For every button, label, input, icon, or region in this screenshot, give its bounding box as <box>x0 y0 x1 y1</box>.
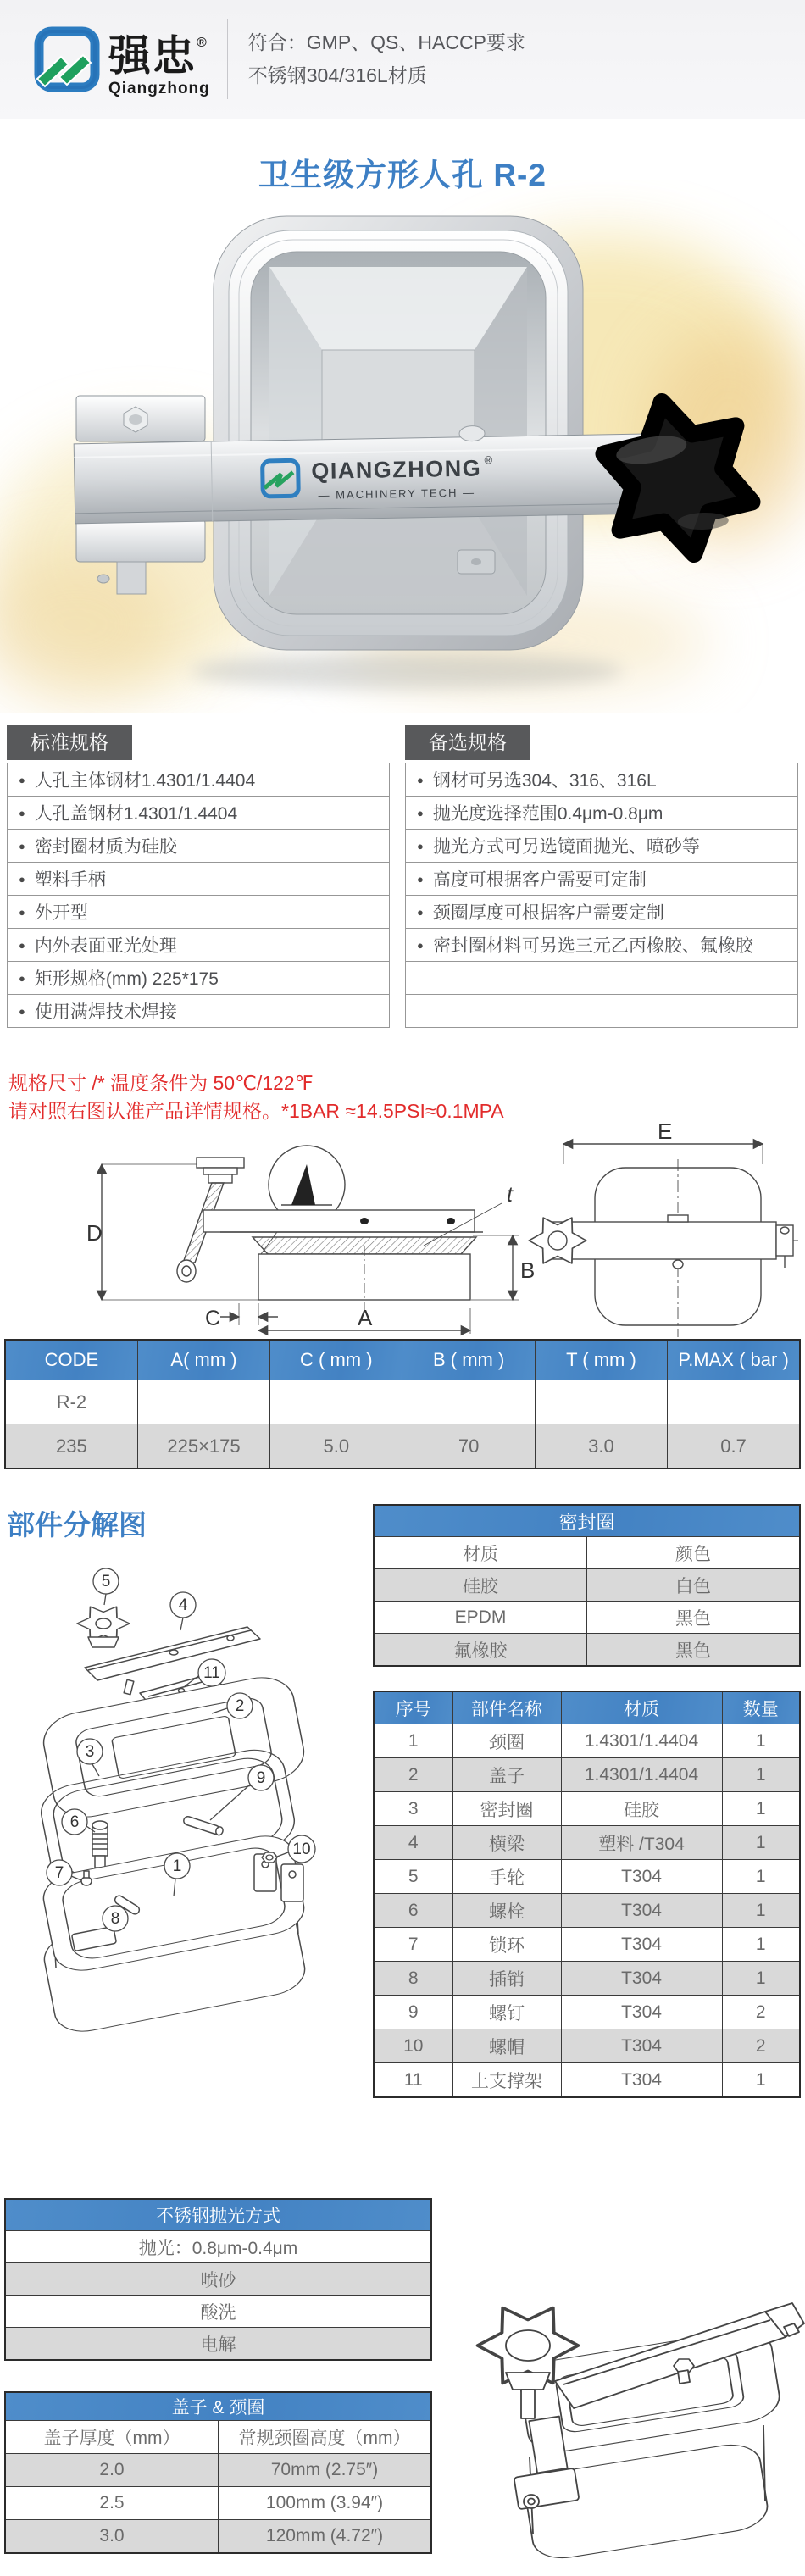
polish-table-title: 不锈钢抛光方式 <box>5 2199 431 2231</box>
col-b: B ( mm ) <box>402 1340 535 1380</box>
spec-item: ● 颈圈厚度可根据客户需要定制 <box>406 896 797 929</box>
table-row: 硅胶 白色 <box>374 1569 800 1602</box>
product-photo <box>0 180 805 713</box>
spec-item-empty <box>406 995 797 1027</box>
table-row: 3.0 120mm (4.72″) <box>5 2520 431 2554</box>
seal-ring-table <box>373 1504 801 1667</box>
spec-notice <box>8 1069 504 1125</box>
product-photo-render <box>0 180 805 713</box>
table-row: 11 上支撑架 T304 1 <box>374 2063 800 2098</box>
spec-item: ● 密封圈材料可另选三元乙丙橡胶、氟橡胶 <box>406 929 797 962</box>
manhole-body <box>214 216 583 650</box>
side-section-drawing <box>86 1146 535 1334</box>
bullet-icon: ● <box>19 905 25 919</box>
table-row: 9 螺钉 T304 2 <box>374 1996 800 2029</box>
brand-logo-icon <box>34 26 102 96</box>
spec-item: ● 外开型 <box>8 896 389 929</box>
bullet-icon: ● <box>417 773 424 786</box>
brand-logo-text <box>108 21 210 98</box>
standard-specs-section <box>7 724 390 1028</box>
table-row: R-2 <box>5 1380 800 1424</box>
spec-item: ● 塑料手柄 <box>8 863 389 896</box>
top-view-drawing <box>529 1120 798 1337</box>
bullet-icon: ● <box>19 971 25 985</box>
svg-text:3: 3 <box>85 1743 95 1761</box>
table-row: 5 手轮 T304 1 <box>374 1860 800 1894</box>
table-row: 3 密封圈 硅胶 1 <box>374 1792 800 1826</box>
table-row: 电解 <box>5 2328 431 2361</box>
watermark-name: QIANGZHONG <box>311 455 482 484</box>
table-row: 2.0 70mm (2.75″) <box>5 2454 431 2487</box>
table-row: 1 颈圈 1.4301/1.4404 1 <box>374 1724 800 1758</box>
table-row: 7 锁环 T304 1 <box>374 1928 800 1962</box>
dim-label-d: D <box>86 1220 103 1246</box>
col-c: C ( mm ) <box>270 1340 402 1380</box>
table-row: 10 螺帽 T304 2 <box>374 2029 800 2063</box>
bullet-icon: ● <box>417 872 424 886</box>
spec-item: ● 使用满焊技术焊接 <box>19 1002 177 1022</box>
table-row: 4 横梁 塑料 /T304 1 <box>374 1826 800 1860</box>
bullet-icon: ● <box>19 938 25 952</box>
notice-line-2: 请对照右图认准产品详情规格。*1BAR ≈14.5PSI≈0.1MPA <box>8 1100 504 1122</box>
dim-label-e: E <box>658 1120 673 1144</box>
optional-specs-heading: 备选规格 <box>405 724 530 760</box>
table-row: 2.5 100mm (3.94″) <box>5 2487 431 2520</box>
col-t: T ( mm ) <box>535 1340 667 1380</box>
brand-logo <box>34 21 210 98</box>
svg-text:2: 2 <box>235 1697 245 1715</box>
bullet-icon: ● <box>19 806 25 819</box>
spec-item: ● 密封圈材质为硅胶 <box>8 830 389 863</box>
product-shadow <box>191 652 623 690</box>
cover-neck-table <box>4 2391 432 2554</box>
watermark-logo <box>263 453 494 502</box>
table-row: 235 225×175 5.0 70 3.0 0.7 <box>5 1424 800 1469</box>
bullet-icon: ● <box>417 839 424 852</box>
dimension-drawings <box>0 1120 805 1339</box>
notice-line-1: 规格尺寸 /* 温度条件为 50℃/122℉ <box>8 1072 314 1094</box>
watermark-sub: — MACHINERY TECH — <box>318 486 476 502</box>
bullet-icon: ● <box>19 872 25 886</box>
spec-item: ● 抛光方式可另选镜面抛光、喷砂等 <box>406 830 797 863</box>
header-taglines <box>248 26 525 92</box>
spec-item: ● 抛光度选择范围0.4μm-0.8μm <box>406 797 797 830</box>
watermark-reg: ® <box>484 453 493 467</box>
bullet-icon: ● <box>417 938 424 952</box>
table-row: EPDM 黑色 <box>374 1602 800 1634</box>
exploded-view-title: 部件分解图 <box>7 1509 147 1541</box>
dimension-table <box>4 1339 801 1469</box>
standard-specs-list <box>7 763 390 1028</box>
bullet-icon: ● <box>417 905 424 919</box>
table-row: 6 螺栓 T304 1 <box>374 1894 800 1928</box>
standard-specs-heading: 标准规格 <box>7 724 132 760</box>
svg-text:7: 7 <box>54 1864 64 1882</box>
optional-specs-section <box>405 724 798 1028</box>
svg-text:6: 6 <box>69 1813 80 1831</box>
dimension-table-header-row <box>5 1340 800 1380</box>
header-divider <box>227 19 228 99</box>
table-row: 2 盖子 1.4301/1.4404 1 <box>374 1758 800 1792</box>
dim-label-c: C <box>205 1307 221 1330</box>
parts-table-header-row: 序号 部件名称 材质 数量 <box>374 1691 800 1724</box>
spec-item: ● 钢材可另选304、316、316L <box>406 763 797 797</box>
spec-item: ● 内外表面亚光处理 <box>8 929 389 962</box>
table-row: 氟橡胶 黑色 <box>374 1634 800 1667</box>
assembled-line-drawing <box>428 2203 805 2576</box>
part-screw <box>183 1815 225 1835</box>
table-row: 8 插销 T304 1 <box>374 1962 800 1996</box>
spec-item: ● 人孔盖钢材1.4301/1.4404 <box>8 797 389 830</box>
spec-item: ● 矩形规格(mm) 225*175 <box>8 962 389 995</box>
callout-8 <box>103 1906 128 1931</box>
table-row: 材质 颜色 <box>374 1537 800 1569</box>
dim-label-a: A <box>358 1305 373 1330</box>
bullet-icon: ● <box>19 1004 25 1018</box>
callout-5 <box>93 1568 119 1605</box>
dim-label-t: t <box>507 1183 513 1207</box>
col-a: A( mm ) <box>137 1340 269 1380</box>
table-row: 喷砂 <box>5 2263 431 2296</box>
svg-text:5: 5 <box>101 1573 111 1591</box>
exploded-view-diagram <box>0 1568 373 2110</box>
bullet-icon: ● <box>19 839 25 852</box>
table-row: 盖子厚度（mm） 常规颈圈高度（mm） <box>5 2421 431 2454</box>
page-title: 卫生级方形人孔 R-2 <box>258 158 547 192</box>
logo-registered-mark: ® <box>197 35 208 50</box>
polish-methods-table <box>4 2198 432 2361</box>
spec-item: ● 高度可根据客户需要可定制 <box>406 863 797 896</box>
col-pmax: P.MAX ( bar ) <box>668 1340 800 1380</box>
tagline-material: 不锈钢304/316L材质 <box>247 64 427 86</box>
dim-label-b: B <box>520 1257 536 1283</box>
part-handwheel <box>77 1607 130 1647</box>
table-row: 酸洗 <box>5 2296 431 2328</box>
svg-text:11: 11 <box>203 1664 220 1682</box>
svg-text:9: 9 <box>256 1769 266 1787</box>
spec-item-empty <box>406 962 797 995</box>
seal-table-title: 密封圈 <box>374 1505 800 1537</box>
technical-drawings <box>0 1120 805 1339</box>
bullet-icon: ● <box>417 806 424 819</box>
cover-neck-table-title: 盖子 & 颈圈 <box>5 2392 431 2421</box>
callout-4 <box>170 1592 196 1630</box>
optional-specs-list <box>405 763 798 1028</box>
table-row: 抛光：0.8μm-0.4μm <box>5 2231 431 2263</box>
tagline-compliance: 符合：GMP、QS、HACCP要求 <box>247 31 525 53</box>
logo-en-text: Qiangzhong <box>108 79 210 97</box>
spec-item: ● 人孔主体钢材1.4301/1.4404 <box>8 763 389 797</box>
part-bolt <box>92 1821 108 1868</box>
svg-text:8: 8 <box>110 1910 120 1928</box>
parts-table <box>373 1690 801 2098</box>
header <box>0 0 805 119</box>
bullet-icon: ● <box>19 773 25 786</box>
svg-text:1: 1 <box>172 1857 182 1875</box>
callout-11 <box>185 1659 225 1686</box>
svg-text:4: 4 <box>178 1596 188 1614</box>
part-nut <box>262 1852 277 1863</box>
col-code: CODE <box>5 1340 137 1380</box>
logo-cn-text: 强忠® <box>108 31 208 80</box>
svg-text:10: 10 <box>292 1840 311 1858</box>
